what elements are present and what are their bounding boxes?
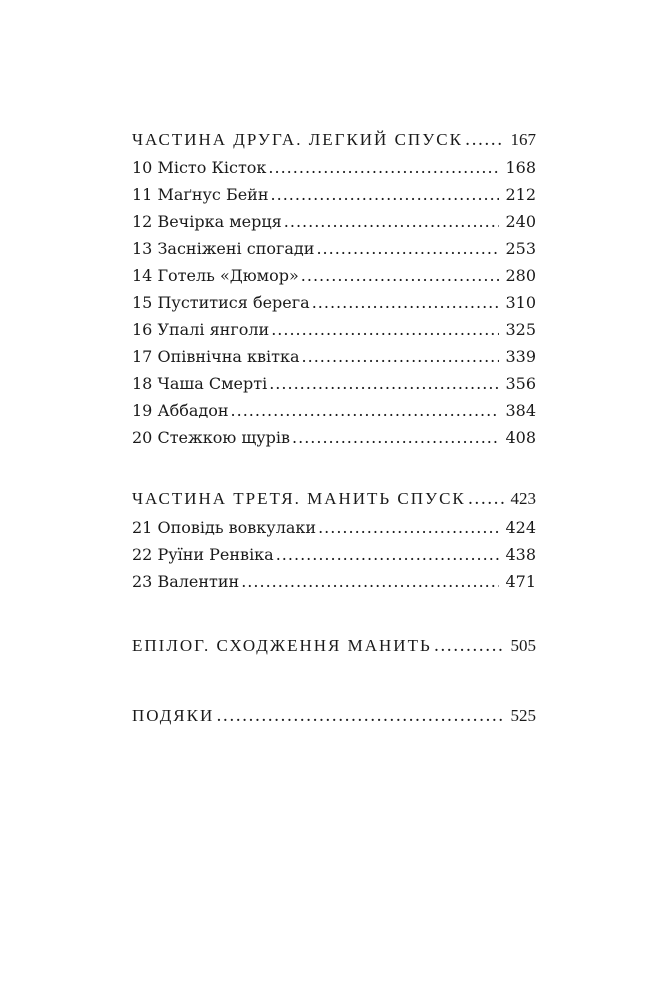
toc-entry — [132, 545, 536, 564]
toc-page-number: 168 — [505, 158, 536, 177]
toc-entry — [132, 572, 536, 591]
toc-entry — [132, 428, 536, 447]
toc-entry — [132, 347, 536, 366]
toc-page-number: 408 — [505, 428, 536, 447]
leader-dots — [465, 130, 505, 150]
toc-entry-title: 13 Засніжені спогади — [132, 239, 315, 258]
toc-page-number: 167 — [510, 130, 536, 149]
toc-epilogue — [132, 636, 536, 656]
toc-page-number: 240 — [505, 212, 536, 231]
toc-part-title: ПОДЯКИ — [132, 706, 215, 725]
toc-part-heading — [132, 130, 536, 150]
toc-entry-title: 14 Готель «Дюмор» — [132, 266, 299, 285]
toc-entry-title: 21 Оповідь вовкулаки — [132, 518, 317, 537]
toc-entry-title: 12 Вечірка мерця — [132, 212, 282, 231]
toc-entry-title: 23 Валентин — [132, 572, 240, 591]
toc-entry — [132, 401, 536, 420]
toc-entry — [132, 212, 536, 231]
leader-dots — [271, 185, 500, 204]
leader-dots — [316, 239, 499, 258]
toc-page-number: 424 — [505, 518, 536, 537]
toc-entry — [132, 239, 536, 258]
toc-page-number: 253 — [505, 239, 536, 258]
toc-acknowledgements — [132, 706, 536, 726]
leader-dots — [241, 572, 499, 591]
toc-page-number: 471 — [505, 572, 536, 591]
toc-part-title: ЕПІЛОГ. СХОДЖЕННЯ МАНИТЬ — [132, 636, 432, 655]
leader-dots — [271, 320, 499, 339]
leader-dots — [268, 158, 499, 177]
leader-dots — [216, 706, 504, 726]
toc-page-number: 356 — [505, 374, 536, 393]
leader-dots — [284, 212, 500, 231]
leader-dots — [269, 374, 499, 393]
toc-entry-title: 19 Аббадон — [132, 401, 229, 420]
toc-part-title: ЧАСТИНА ТРЕТЯ. МАНИТЬ СПУСК — [132, 489, 466, 508]
toc-entry — [132, 266, 536, 285]
toc-page-number: 325 — [505, 320, 536, 339]
toc-entry — [132, 293, 536, 312]
leader-dots — [231, 401, 500, 420]
toc-entry-title: 16 Упалі янголи — [132, 320, 270, 339]
toc-page-number: 423 — [510, 489, 536, 508]
leader-dots — [434, 636, 505, 656]
toc-entry — [132, 320, 536, 339]
toc-page-number: 438 — [505, 545, 536, 564]
toc-page-number: 384 — [505, 401, 536, 420]
leader-dots — [302, 347, 500, 366]
toc-page-number: 505 — [510, 636, 536, 655]
leader-dots — [312, 293, 500, 312]
toc-entry — [132, 518, 536, 537]
toc-entry — [132, 374, 536, 393]
toc-page-number: 310 — [505, 293, 536, 312]
toc-part-title: ЧАСТИНА ДРУГА. ЛЕГКИЙ СПУСК — [132, 130, 463, 149]
toc-entry-title: 18 Чаша Смерті — [132, 374, 268, 393]
toc-entry-title: 10 Місто Кісток — [132, 158, 267, 177]
toc-page-number: 525 — [510, 706, 536, 725]
leader-dots — [276, 545, 500, 564]
toc-page-number: 280 — [505, 266, 536, 285]
toc-entry-title: 20 Стежкою щурів — [132, 428, 291, 447]
toc-entry — [132, 158, 536, 177]
toc-entry-title: 15 Пуститися берега — [132, 293, 310, 312]
toc-entry-title: 22 Руїни Ренвіка — [132, 545, 274, 564]
leader-dots — [301, 266, 500, 285]
toc-page-number: 339 — [505, 347, 536, 366]
leader-dots — [468, 489, 505, 509]
leader-dots — [292, 428, 499, 447]
toc-entry — [132, 185, 536, 204]
toc-page-number: 212 — [505, 185, 536, 204]
toc-entry-title: 11 Маґнус Бейн — [132, 185, 269, 204]
toc-part-heading — [132, 489, 536, 509]
toc-entry-title: 17 Опівнічна квітка — [132, 347, 300, 366]
leader-dots — [318, 518, 499, 537]
